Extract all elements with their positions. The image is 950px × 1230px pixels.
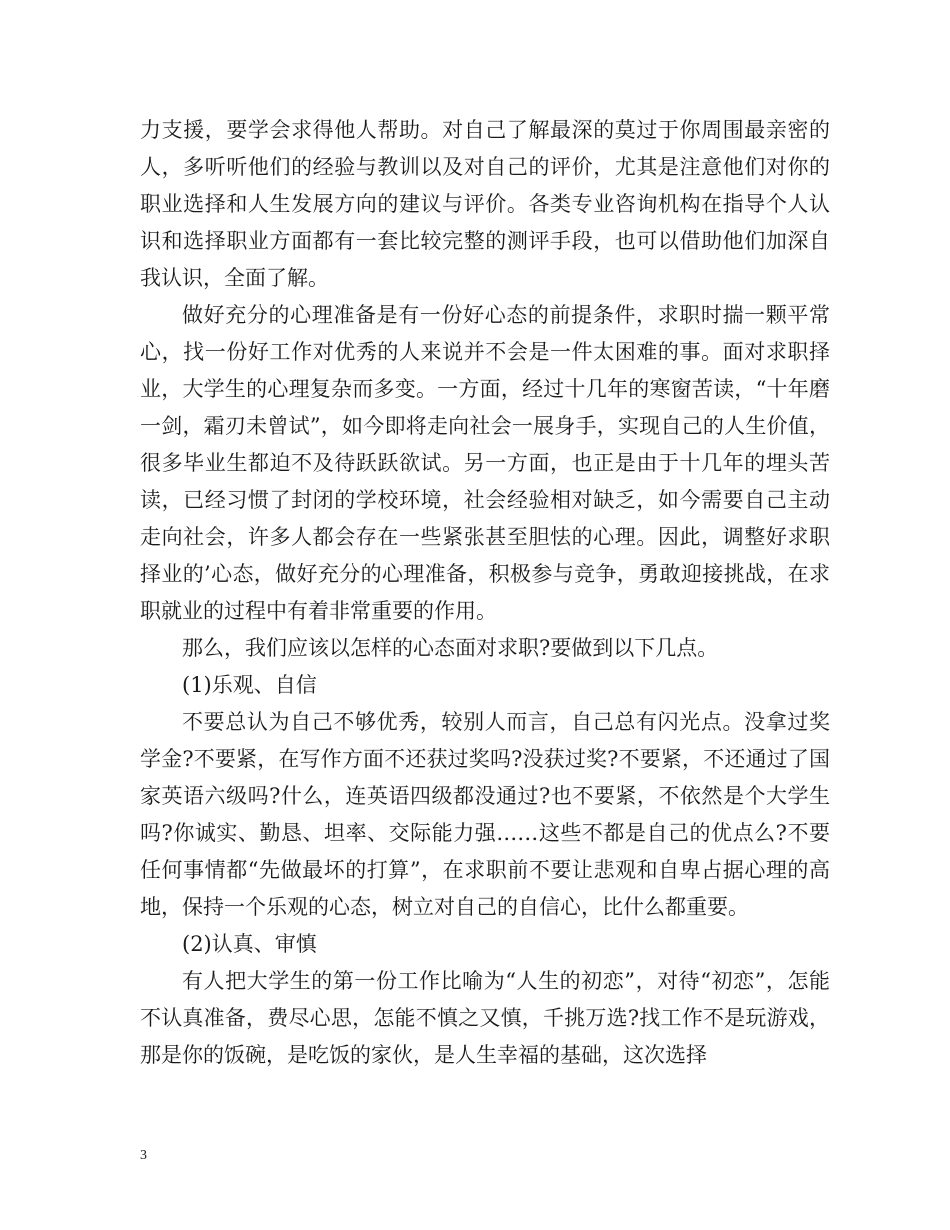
paragraph-2: 做好充分的心理准备是有一份好心态的前提条件，求职时揣一颗平常心，找一份好工作对优秀的人来说并不会是一件太困难的事。面对求职择业，大学生的心理复杂而多变。一方面，经过十几年的寒窗苦读，“十年磨一剑，霜刃未曾试”，如今即将走向社会一展身手，实现自己的人生价值，很多毕业生都迫不及待跃跃欲试。另一方面，也正是由于十几年的埋头苦读，已经习惯了封闭的学校环境，社会经验相对缺乏，如今需要自己主动走向社会，许多人都会存在一些紧张甚至胆怯的心理。因此，调整好求职择业的’心态，做好充分的心理准备，积极参与竞争，勇敢迎接挑战，在求职就业的过程中有着非常重要的作用。 bbox=[140, 303, 830, 623]
section-heading-1: (1)乐观、自信 bbox=[182, 673, 317, 697]
paragraph-1: 力支援，要学会求得他人帮助。对自己了解最深的莫过于你周围最亲密的人，多听听他们的经验与教训以及对自己的评价，尤其是注意他们对你的职业选择和人生发展方向的建议与评价。各类专业咨询机构在指导个人认识和选择职业方面都有一套比较完整的测评手段，也可以借助他们加深自我认识，全面了解。 bbox=[140, 118, 830, 290]
paragraph-4: 不要总认为自己不够优秀，较别人而言，自己总有闪光点。没拿过奖学金?不要紧，在写作方面不还获过奖吗?没获过奖?不要紧，不还通过了国家英语六级吗?什么，连英语四级都没通过?也不要紧，不依然是个大学生吗?你诚实、勤恳、坦率、交际能力强……这些不都是自己的优点么?不要任何事情都“先做最坏的打算”，在求职前不要让悲观和自卑占据心理的高地，保持一个乐观的心态，树立对自己的自信心，比什么都重要。 bbox=[140, 710, 830, 919]
paragraph-3: 那么，我们应该以怎样的心态面对求职?要做到以下几点。 bbox=[182, 636, 719, 660]
page-number: 3 bbox=[140, 1148, 147, 1163]
section-heading-2: (2)认真、审慎 bbox=[182, 932, 317, 956]
document-body bbox=[140, 112, 830, 1074]
paragraph-5: 有人把大学生的第一份工作比喻为“人生的初恋”，对待“初恋”，怎能不认真准备，费尽心思，怎能不慎之又慎，千挑万选?找工作不是玩游戏，那是你的饭碗，是吃饭的家伙，是人生幸福的基础，这次选择 bbox=[140, 969, 830, 1067]
